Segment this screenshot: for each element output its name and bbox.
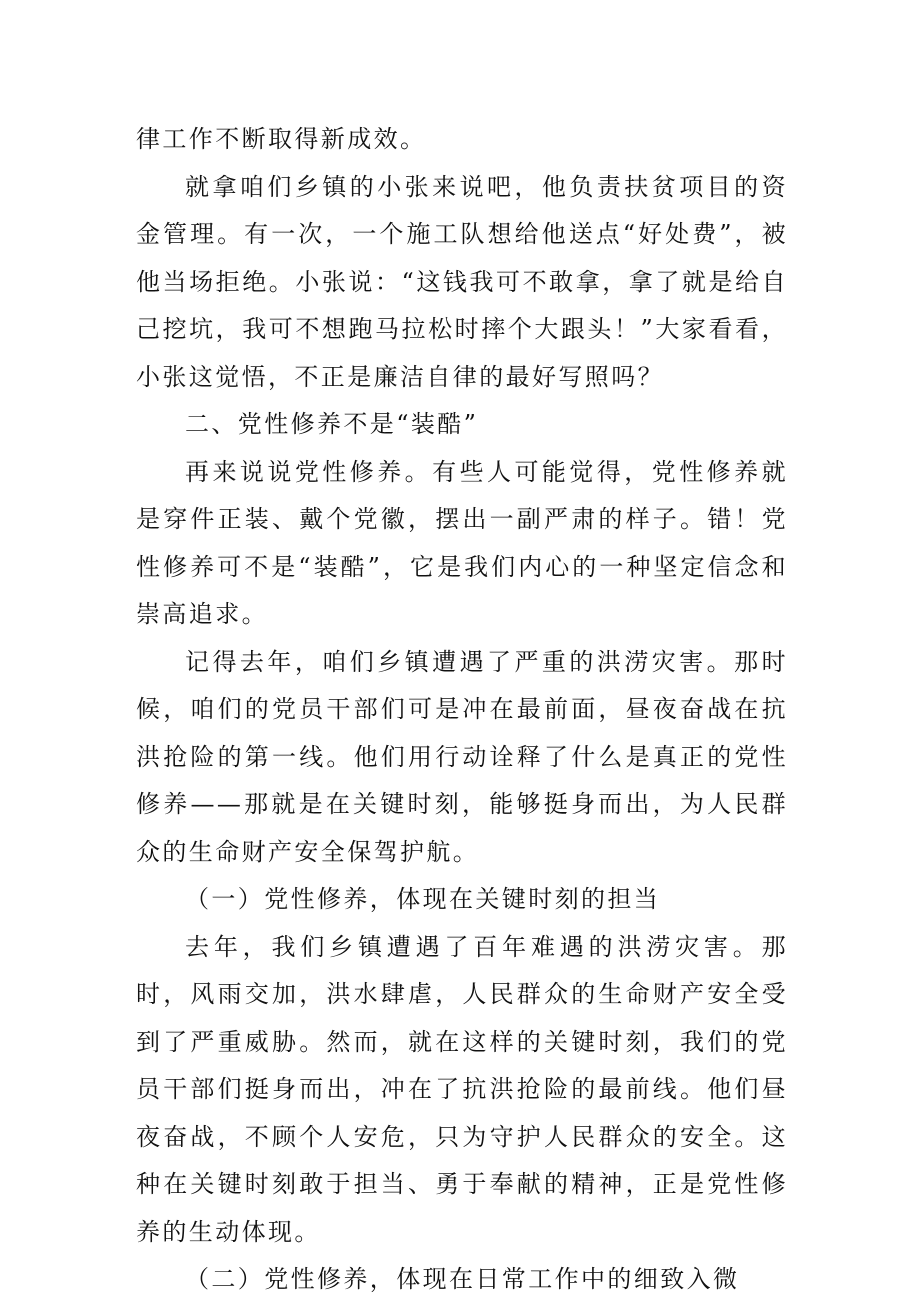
paragraph-flood-memory: 记得去年，咱们乡镇遭遇了严重的洪涝灾害。那时候，咱们的党员干部们可是冲在最前面，昼夜奋战在抗洪抢险的第一线。他们用行动诠释了什么是真正的党性修养——那就是在关键时刻，能够挺身而出，为人民群众的生命财产安全保驾护航。 [136, 647, 788, 866]
paragraph-flood-response: 去年，我们乡镇遭遇了百年难遇的洪涝灾害。那时，风雨交加，洪水肆虐，人民群众的生命财产安全受到了严重威胁。然而，就在这样的关键时刻，我们的党员干部们挺身而出，冲在了抗洪抢险的最前线。他们昼夜奋战，不顾个人安危，只为守护人民群众的安全。这种在关键时刻敢于担当、勇于奉献的精神，正是党性修养的生动体现。 [136, 932, 788, 1246]
subsection-heading-2: （二）党性修养，体现在日常工作中的细致入微 [185, 1265, 740, 1293]
paragraph-continuation: 律工作不断取得新成效。 [136, 125, 427, 153]
subsection-heading-1: （一）党性修养，体现在关键时刻的担当 [185, 885, 661, 913]
document-body [136, 116, 788, 1304]
paragraph-party-cultivation: 再来说说党性修养。有些人可能觉得，党性修养就是穿件正装、戴个党徽，摆出一副严肃的样子。错！党性修养可不是“装酷”，它是我们内心的一种坚定信念和崇高追求。 [136, 457, 788, 628]
section-heading-2: 二、党性修养不是“装酷” [185, 410, 479, 438]
paragraph-xiaozhang-story: 就拿咱们乡镇的小张来说吧，他负责扶贫项目的资金管理。有一次，一个施工队想给他送点“好处费”，被他当场拒绝。小张说：“这钱我可不敢拿，拿了就是给自己挖坑，我可不想跑马拉松时摔个大跟头！”大家看看，小张这觉悟，不正是廉洁自律的最好写照吗？ [136, 172, 788, 391]
